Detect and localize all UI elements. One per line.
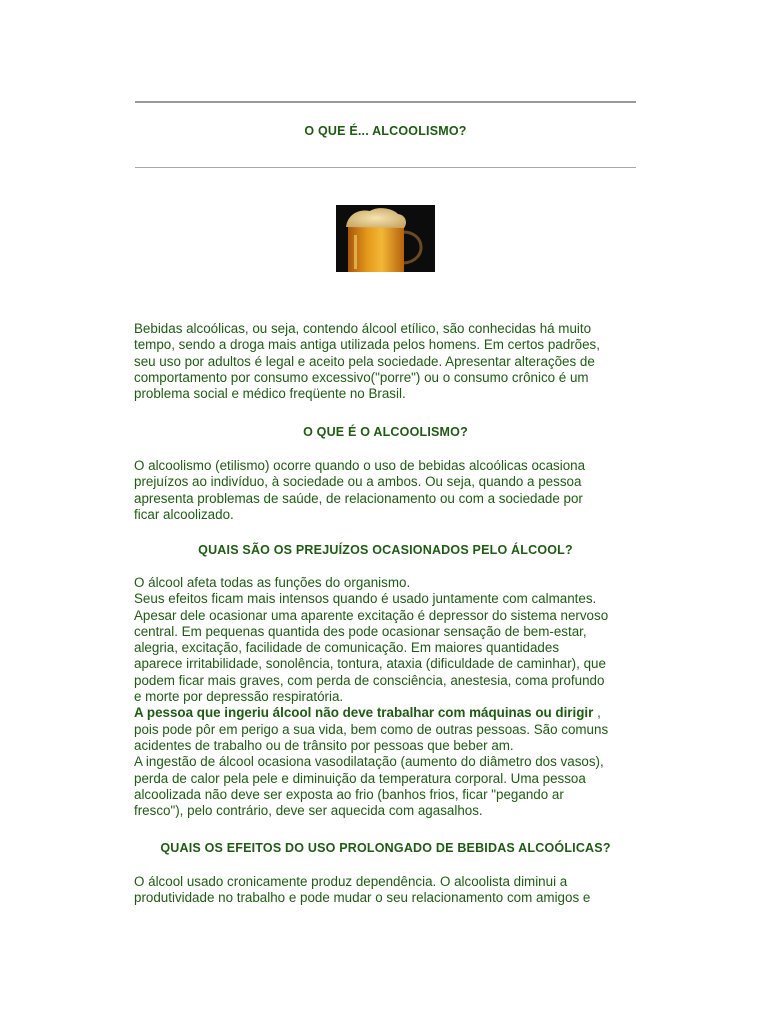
page-title: O QUE É... ALCOOLISMO? — [304, 124, 467, 138]
warning-tail: , — [593, 705, 601, 721]
text-line: fresco"), pelo contrário, deve ser aquecida com agasalhos. — [134, 803, 483, 819]
top-divider — [135, 101, 636, 103]
title-divider — [135, 167, 636, 168]
intro-paragraph — [134, 321, 634, 402]
text-line: perda de calor pela pele e diminuição da temperatura corporal. Uma pessoa — [134, 770, 586, 786]
warning-text: A pessoa que ingeriu álcool não deve trabalhar com máquinas ou dirigir — [134, 705, 594, 721]
text-line: e morte por depressão respiratória. — [134, 689, 344, 705]
what-is-paragraph — [134, 458, 634, 523]
text-line: Apesar dele ocasionar uma aparente excitação é depressor do sistema nervoso — [134, 607, 609, 623]
text-line: O álcool afeta todas as funções do organismo. — [134, 575, 411, 590]
text-line: O alcoolismo (etilismo) ocorre quando o uso de bebidas alcoólicas ocasiona — [134, 458, 586, 473]
text-line: O álcool usado cronicamente produz dependência. O alcoolista diminui a — [134, 874, 568, 889]
text-line: produtividade no trabalho e pode mudar o seu relacionamento com amigos e — [134, 890, 591, 906]
text-line: problema social e médico freqüente no Brasil. — [134, 386, 406, 402]
text-line: prejuízos ao indivíduo, à sociedade ou a ambos. Ou seja, quando a pessoa — [134, 474, 582, 490]
warning-line — [134, 705, 634, 721]
section-heading-long-term: QUAIS OS EFEITOS DO USO PROLONGADO DE BEBIDAS ALCOÓLICAS? — [160, 841, 611, 855]
section-heading-harms: QUAIS SÃO OS PREJUÍZOS OCASIONADOS PELO ÁLCOOL? — [198, 543, 573, 557]
text-line: podem ficar mais graves, com perda de consciência, anestesia, coma profundo — [134, 672, 605, 688]
beer-mug-image — [336, 205, 435, 272]
text-line: alegria, excitação, facilidade de comunicação. Em maiores quantidades — [134, 640, 560, 656]
text-line: apresenta problemas de saúde, de relacionamento ou com a sociedade por — [134, 490, 583, 506]
text-line: A ingestão de álcool ocasiona vasodilatação (aumento do diâmetro dos vasos), — [134, 754, 604, 770]
text-line: ficar alcoolizado. — [134, 506, 234, 522]
long-term-paragraph — [134, 874, 634, 907]
text-line: central. Em pequenas quantida des pode ocasionar sensação de bem-estar, — [134, 623, 587, 639]
text-line: comportamento por consumo excessivo("porre") ou o consumo crônico é um — [134, 369, 589, 385]
harms-paragraph — [134, 575, 634, 819]
text-line: pois pode pôr em perigo a sua vida, bem como de outras pessoas. São comuns — [134, 721, 609, 737]
text-line: Bebidas alcoólicas, ou seja, contendo álcool etílico, são conhecidas há muito — [134, 321, 592, 336]
text-line: alcoolizada não deve ser exposta ao frio (banhos frios, ficar "pegando ar — [134, 786, 564, 802]
text-line: aparece irritabilidade, sonolência, tontura, ataxia (dificuldade de caminhar), que — [134, 656, 606, 672]
text-line: tempo, sendo a droga mais antiga utilizada pelos homens. Em certos padrões, — [134, 337, 600, 353]
text-line: acidentes de trabalho ou de trânsito por pessoas que beber am. — [134, 737, 514, 753]
text-line: seu uso por adultos é legal e aceito pela sociedade. Apresentar alterações de — [134, 353, 595, 369]
section-heading-what-is: O QUE É O ALCOOLISMO? — [303, 425, 468, 439]
text-line: Seus efeitos ficam mais intensos quando é usado juntamente com calmantes. — [134, 591, 597, 607]
